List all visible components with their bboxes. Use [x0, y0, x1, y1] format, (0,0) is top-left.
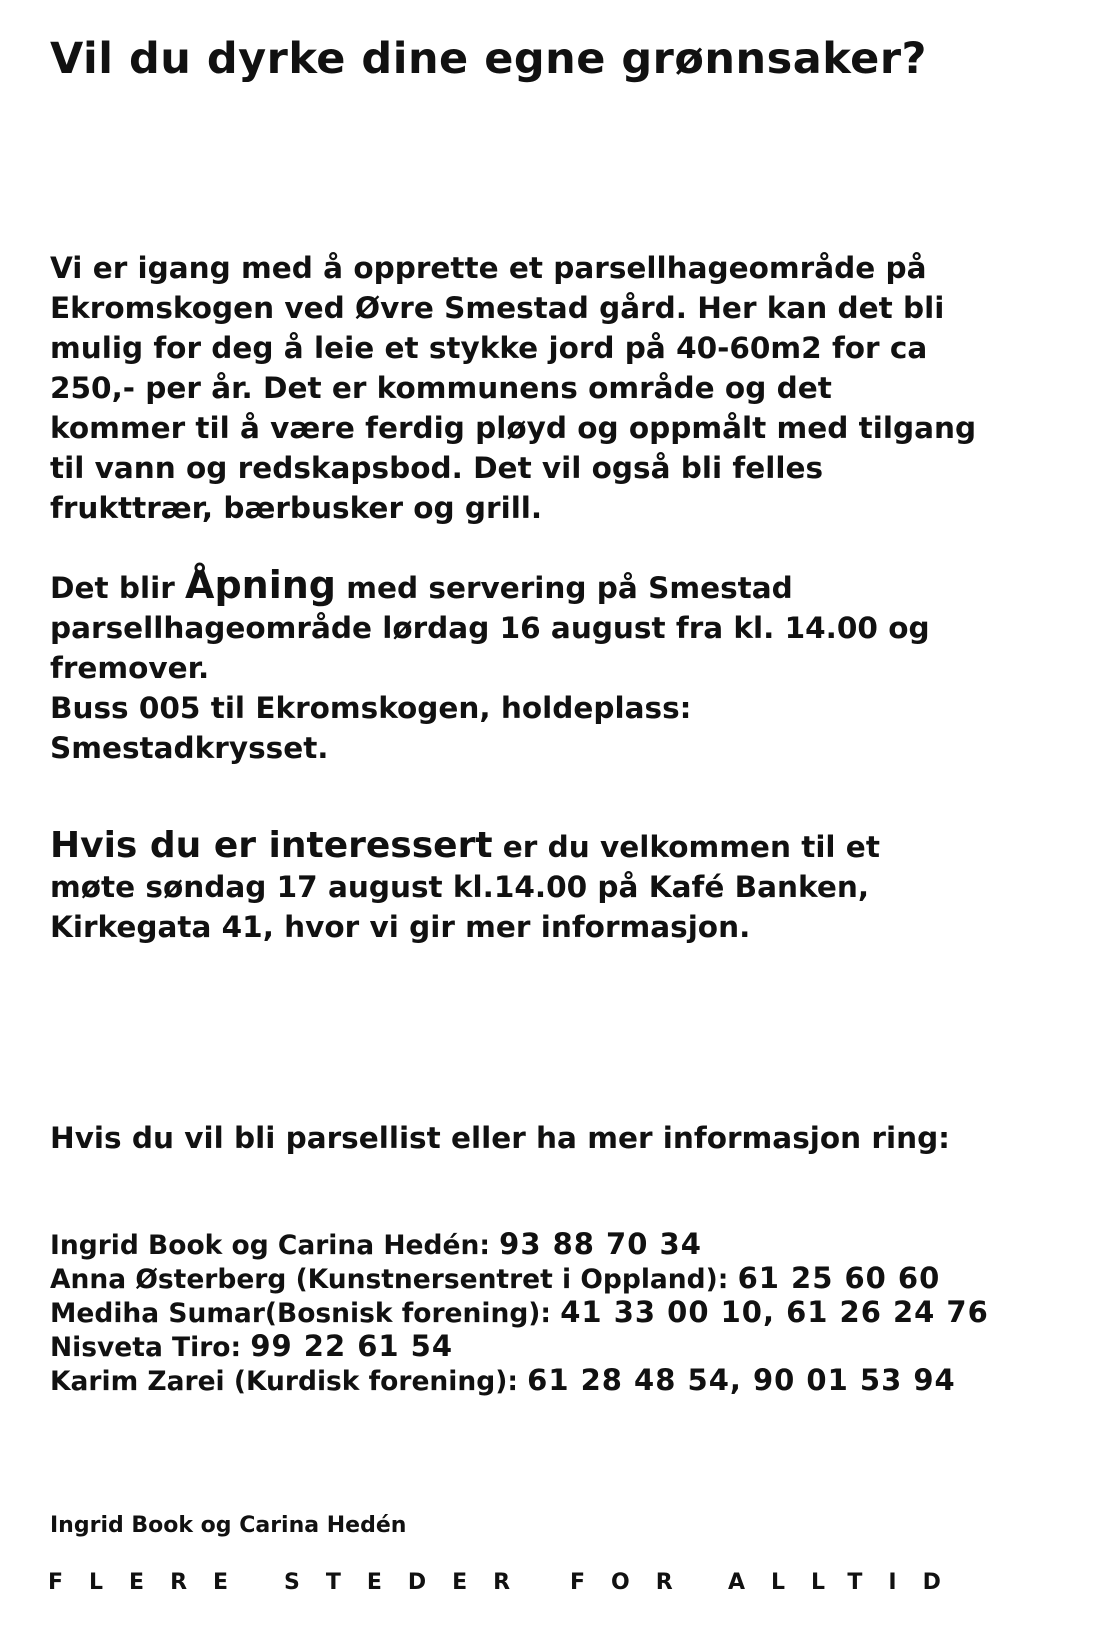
opening-prefix: Det blir: [50, 571, 186, 605]
contact-phone: 99 22 61 54: [250, 1329, 454, 1363]
call-prompt: Hvis du vil bli parsellist eller ha mer informasjon ring:: [50, 1121, 950, 1155]
intro-paragraph: [50, 248, 976, 528]
contact-phone: 61 25 60 60: [737, 1261, 941, 1295]
opening-line: [50, 565, 930, 608]
contact-list: [50, 1228, 989, 1398]
bus-info: Buss 005 til Ekromskogen, holdeplass:: [50, 691, 692, 725]
opening-line: fremover.: [50, 651, 210, 685]
contact-item: [50, 1296, 989, 1330]
slogan-word: ALLTID: [728, 1570, 967, 1595]
meeting-line: Kirkegata 41, hvor vi gir mer informasjon.: [50, 910, 751, 944]
opening-line: parsellhageområde lørdag 16 august fra kl. 14.00 og: [50, 611, 930, 645]
intro-line: mulig for deg å leie et stykke jord på 40-60m2 for ca: [50, 331, 928, 365]
opening-emphasis: Åpning: [185, 563, 336, 607]
contact-name: Karim Zarei (Kurdisk forening):: [50, 1366, 528, 1397]
meeting-paragraph: [50, 826, 880, 947]
slogan-word: STEDER: [284, 1570, 537, 1595]
intro-line: 250,- per år. Det er kommunens område og det: [50, 371, 832, 405]
contact-name: Ingrid Book og Carina Hedén:: [50, 1230, 500, 1261]
meeting-rest: er du velkommen til et: [492, 830, 880, 864]
intro-line: frukttrær, bærbusker og grill.: [50, 491, 543, 525]
contact-name: Nisveta Tiro:: [50, 1332, 251, 1363]
contact-phone: 93 88 70 34: [499, 1227, 702, 1261]
slogan-word: FOR: [570, 1570, 699, 1595]
contact-name: Mediha Sumar(Bosnisk forening):: [50, 1298, 561, 1329]
contact-name: Anna Østerberg (Kunstnersentret i Oppland):: [50, 1264, 738, 1295]
flyer-title: Vil du dyrke dine egne grønnsaker?: [50, 34, 927, 84]
opening-paragraph: [50, 565, 930, 768]
contact-item: [50, 1228, 989, 1262]
intro-line: kommer til å være ferdig pløyd og oppmålt med tilgang: [50, 411, 977, 445]
intro-line: Vi er igang med å opprette et parsellhageområde på: [50, 251, 927, 285]
signature: Ingrid Book og Carina Hedén: [50, 1513, 407, 1538]
intro-line: til vann og redskapsbod. Det vil også bli felles: [50, 451, 824, 485]
meeting-line: [50, 826, 880, 867]
contact-item: [50, 1262, 989, 1296]
bus-stop: Smestadkrysset.: [50, 731, 329, 765]
opening-rest: med servering på Smestad: [335, 571, 793, 605]
meeting-emphasis: Hvis du er interessert: [50, 825, 493, 866]
meeting-line: møte søndag 17 august kl.14.00 på Kafé Banken,: [50, 870, 870, 904]
contact-phone: 61 28 48 54, 90 01 53 94: [527, 1363, 956, 1397]
intro-line: Ekromskogen ved Øvre Smestad gård. Her kan det bli: [50, 291, 945, 325]
slogan-word: FLERE: [48, 1570, 255, 1595]
contact-item: [50, 1364, 989, 1398]
contact-phone: 41 33 00 10, 61 26 24 76: [560, 1295, 989, 1329]
contact-item: [50, 1330, 989, 1364]
